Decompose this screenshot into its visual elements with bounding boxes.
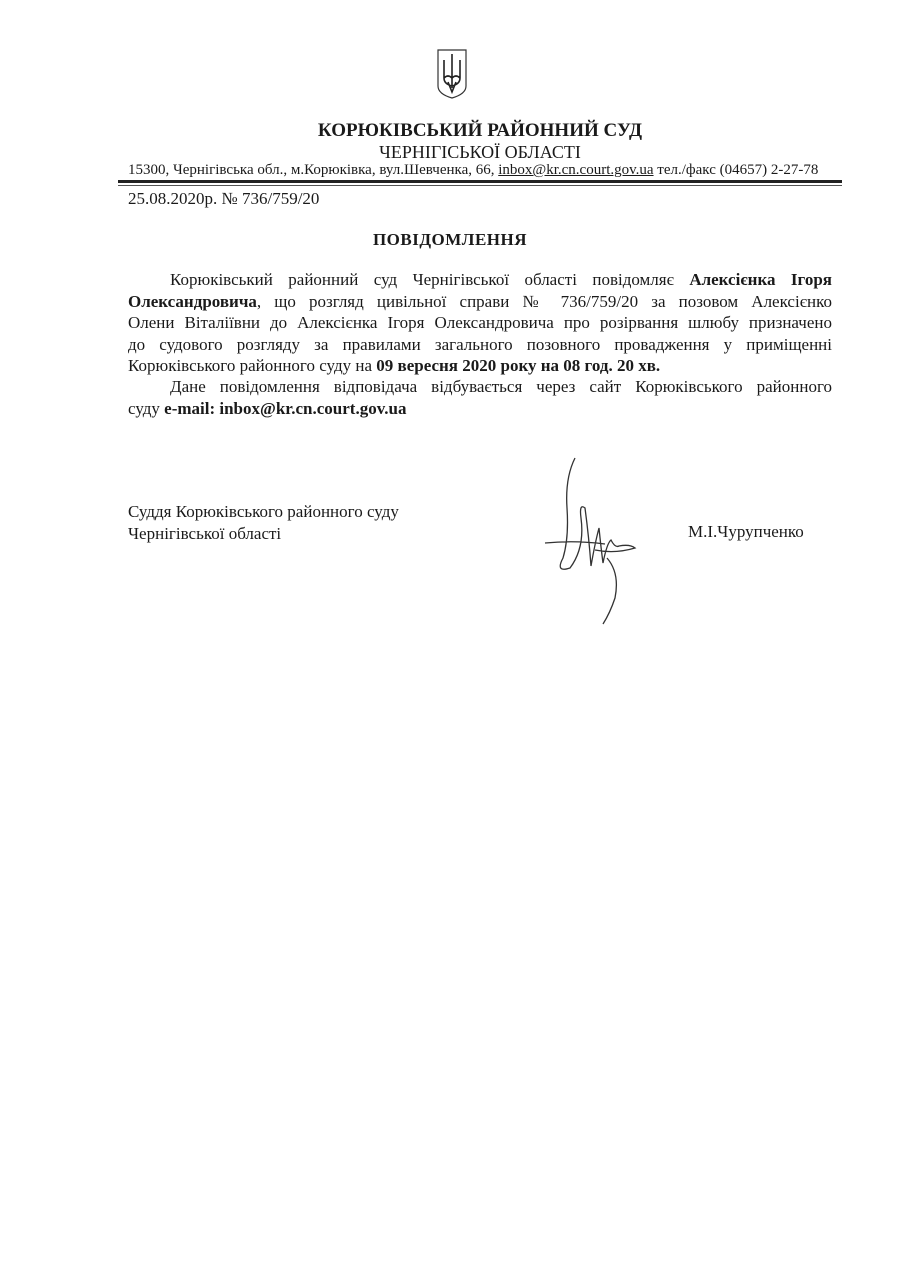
notice-paragraph-2 xyxy=(128,376,832,419)
text: Олени Віталіївни до Алексієнка Ігоря Олександровича про розірвання шлюбу призначено xyxy=(128,313,832,332)
defendant-name: Алексієнка Ігоря xyxy=(689,270,832,289)
notice-paragraph xyxy=(128,269,832,377)
court-region: ЧЕРНІГІСЬКОЇ ОБЛАСТІ xyxy=(379,142,581,162)
header-rule-thin xyxy=(118,185,842,186)
defendant-name: Олександровича xyxy=(128,291,257,311)
text: Корюківського районного суду на xyxy=(128,356,377,375)
judge-position xyxy=(128,501,399,545)
phone-text: тел./факс (04657) 2-27-78 xyxy=(657,162,819,178)
header-rule xyxy=(118,180,842,183)
court-address xyxy=(128,162,818,179)
email-link[interactable]: inbox@kr.cn.court.gov.ua xyxy=(498,162,654,178)
text: Корюківський районний суд Чернігівської області повідомляє xyxy=(170,270,690,289)
text: Дане повідомлення відповідача відбувається через сайт Корюківського районного xyxy=(170,377,832,396)
position-line: Чернігівської області xyxy=(128,524,282,543)
text: до судового розгляду за правилами загального позовного провадження у приміщенні xyxy=(128,334,832,354)
court-name: КОРЮКІВСЬКИЙ РАЙОННИЙ СУД xyxy=(317,120,643,141)
handwritten-signature xyxy=(535,448,645,633)
text: суду xyxy=(128,398,165,418)
text: , що розгляд цивільної справи № 736/759/20 за позовом Алексієнко xyxy=(256,291,832,311)
trident-emblem-icon xyxy=(436,48,468,105)
position-line: Суддя Корюківського районного суду xyxy=(128,502,399,521)
address-text: 15300, Чернігівська обл., м.Корюківка, вул.Шевченка, 66, xyxy=(128,162,495,178)
judge-name: М.І.Чурупченко xyxy=(688,522,804,541)
document-reference: 25.08.2020р. № 736/759/20 xyxy=(128,189,320,208)
court-email: e-mail: inbox@kr.cn.court.gov.ua xyxy=(164,398,407,418)
hearing-datetime: 09 вересня 2020 року на 08 год. 20 хв. xyxy=(376,356,661,375)
document-title: ПОВІДОМЛЕННЯ xyxy=(372,230,528,249)
